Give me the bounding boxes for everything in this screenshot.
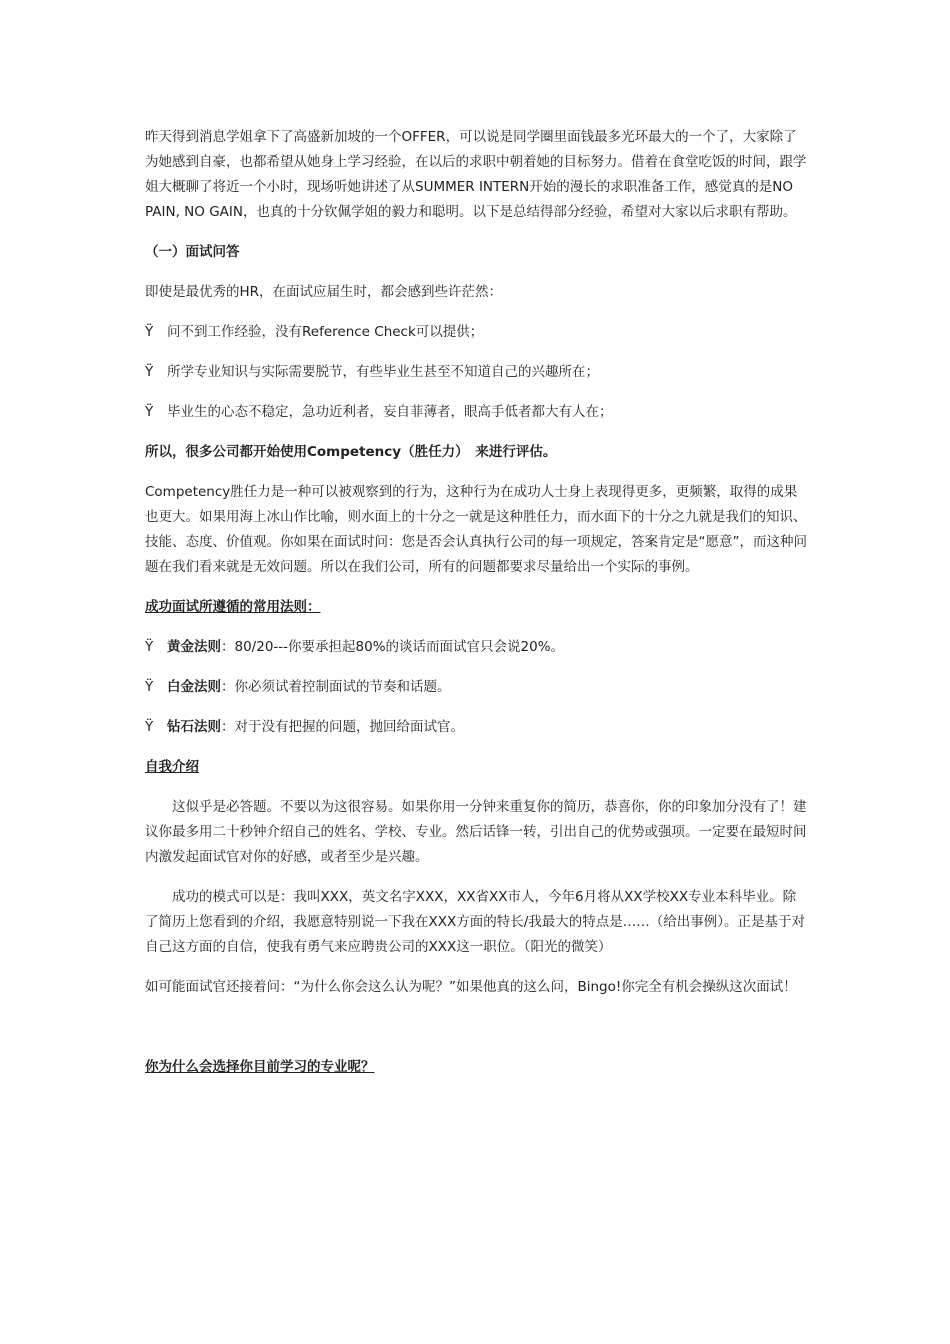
bullet-icon: Ÿ: [145, 719, 154, 735]
rule-body: ：80/20---你要承担起80%的谈话而面试官只会说20%。: [221, 639, 565, 655]
spacer: [145, 1015, 807, 1055]
self-intro-paragraph-2: 成功的模式可以是：我叫XXX，英文名字XXX，XX省XX市人，今年6月将从XX学校XX专业本科毕业。除了简历上您看到的介绍，我愿意特别说一下我在XXX方面的特长/我最大的特点是……（给出事例）。正是基于对自己这方面的自信，使我有勇气来应聘贵公司的XXX这一职位。（阳光的微笑）: [145, 889, 806, 955]
list-item: [145, 360, 807, 385]
follow-up-paragraph: 如可能面试官还接着问：“为什么你会这么认为呢？”如果他真的这么问，Bingo!你完全有机会操纵这次面试！: [145, 979, 797, 995]
bullet-icon: Ÿ: [145, 639, 154, 655]
competency-statement: 所以，很多公司都开始使用Competency（胜任力） 来进行评估。: [145, 444, 557, 460]
rule-text: [167, 715, 464, 740]
rule-item: [145, 675, 807, 700]
document-body: [145, 125, 807, 1095]
rule-text: [167, 675, 451, 700]
bullet-icon: Ÿ: [145, 324, 154, 340]
rule-name: 黄金法则: [167, 639, 221, 655]
bullet-icon: Ÿ: [145, 404, 154, 420]
rule-item: [145, 635, 807, 660]
self-intro-title: 自我介绍: [145, 759, 199, 775]
bullet-icon: Ÿ: [145, 364, 154, 380]
list-item: [145, 400, 807, 425]
self-intro-paragraph-1: 这似乎是必答题。不要以为这很容易。如果你用一分钟来重复你的简历，恭喜你，你的印象加分没有了！建议你最多用二十秒钟介绍自己的姓名、学校、专业。然后话锋一转，引出自己的优势或强项。一定要在最短时间内激发起面试官对你的好感，或者至少是兴趣。: [145, 799, 807, 865]
list-item-text: 问不到工作经验，没有Reference Check可以提供；: [167, 324, 484, 340]
rule-name: 白金法则: [167, 679, 221, 695]
list-item-text: 毕业生的心态不稳定，急功近利者，妄自菲薄者，眼高手低者都大有人在；: [167, 404, 613, 420]
rule-body: ：你必须试着控制面试的节奏和话题。: [221, 679, 451, 695]
list-item: [145, 320, 807, 345]
bullet-icon: Ÿ: [145, 679, 154, 695]
competency-description: Competency胜任力是一种可以被观察到的行为，这种行为在成功人士身上表现得更多，更频繁，取得的成果也更大。如果用海上冰山作比喻，则水面上的十分之一就是这种胜任力，而水面下的十分之九就是我们的知识、技能、态度、价值观。你如果在面试时问：您是否会认真执行公司的每一项规定，答案肯定是“愿意”，而这种问题在我们看来就是无效问题。所以在我们公司，所有的问题都要求尽量给出一个实际的事例。: [145, 484, 807, 575]
hr-confusion-paragraph: 即使是最优秀的HR，在面试应届生时，都会感到些许茫然：: [145, 284, 503, 300]
rule-body: ：对于没有把握的问题，抛回给面试官。: [221, 719, 464, 735]
intro-paragraph: 昨天得到消息学姐拿下了高盛新加坡的一个OFFER，可以说是同学圈里面钱最多光环最大的一个了，大家除了为她感到自豪，也都希望从她身上学习经验，在以后的求职中朝着她的目标努力。借着在食堂吃饭的时间，跟学姐大概聊了将近一个小时，现场听她讲述了从SUMMER INTERN开始的漫长的求职准备工作，感觉真的是NO PAIN, NO GAIN，也真的十分钦佩学姐的毅力和聪明。以下是总结得部分经验，希望对大家以后求职有帮助。: [145, 129, 807, 220]
major-question-heading: 你为什么会选择你目前学习的专业呢？: [145, 1059, 375, 1075]
rule-text: [167, 635, 564, 660]
list-item-text: 所学专业知识与实际需要脱节，有些毕业生甚至不知道自己的兴趣所在；: [167, 364, 599, 380]
rules-title: 成功面试所遵循的常用法则：: [145, 599, 321, 615]
section-title-interview-qa: （一）面试问答: [145, 244, 240, 260]
rule-name: 钻石法则: [167, 719, 221, 735]
rule-item: [145, 715, 807, 740]
